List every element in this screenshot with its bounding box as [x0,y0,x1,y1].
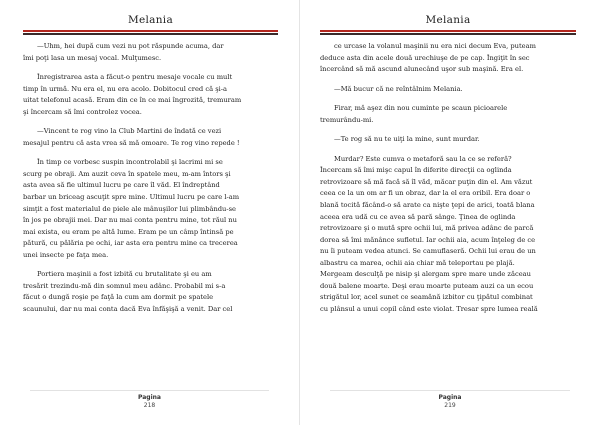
text-line: dorea să îmi mănânce sufletul. Iar ochii aia, acum înţeleg de ce [320,235,536,244]
text-line: tresărit trezindu-mă din somnul meu adânc. Probabil mi s-a [23,281,226,290]
text-line: mai exista, eu eram pe altă lume. Eram pe un câmp întinsă pe [23,227,234,236]
header-rule-dark [320,33,576,35]
text-line: pătură, cu pălăria pe ochi, iar asta era pentru mine ca trecerea [23,239,238,248]
text-line: unei insecte pe faţa mea. [23,250,109,259]
text-line: Mergeam desculţă pe nisip şi alergam spre mare unde zăceau [320,270,531,279]
paragraph [320,134,576,146]
paragraph [23,72,278,118]
paragraph [23,157,278,261]
text-line: scurg pe obraji. Am auzit ceva în spatele meu, m-am întors şi [23,169,231,178]
text-line: cu plânsul a unui copil când este violat. Tresar spre lumea reală [320,304,538,313]
page-footer [300,390,600,410]
text-line: timp în urmă. Nu era el, nu era acolo. Dobitocul cred că şi-a [23,84,228,93]
footer-label: Pagina [138,394,161,401]
header-rule-dark [23,33,278,35]
text-line: deduce asta din acele două urechiuşe de pe cap. Îngiţit în sec [320,53,530,62]
text-line: făcut o dungă roşie pe faţă la cum am dormit pe spatele [23,293,214,302]
text-line: Înregistrarea asta a făcut-o pentru mesaje vocale cu mult [37,73,233,82]
text-line: —Vincent te rog vino la Club Martini de îndată ce vezi [37,127,222,136]
paragraph [320,41,576,76]
page-header-title: Melania [127,14,174,26]
text-line: uitat telefonul acasă. Eram din ce în ce mai îngrozită, tremuram [23,96,242,105]
page-header-title: Melania [425,14,471,26]
text-line: ce urcase la volanul maşinii nu era nici decum Eva, puteam [334,42,536,50]
text-line: nu îi puteam vedea atunci. Se camuflaseră. Ochii lui erau de un [320,247,536,256]
page-footer [0,390,299,410]
text-line: blană tocită făcând-o să arate ca nişte ţepi de arici, toată blana [320,201,535,210]
header-rule [23,30,278,35]
footer-rule [30,390,269,391]
paragraph-gap [320,95,576,103]
text-line: aceea era udă cu ce avea să pară sânge. Ţinea de oglinda [320,212,516,221]
header-rule-red [23,30,278,32]
page-body [320,41,576,315]
header-rule-red [320,30,576,32]
paragraph [23,41,278,64]
right-page [300,0,600,425]
text-line: îmi poţi lasa un mesaj vocal. Mulţumesc. [23,53,162,62]
text-line: —Te rog să nu te uiţi la mine, sunt murdar. [334,135,480,144]
page-number: 219 [444,402,456,409]
text-line: tremurându-mi. [320,115,374,124]
paragraph [23,269,278,315]
text-line: Portiera maşinii a fost izbită cu brutalitate şi eu am [37,270,212,279]
text-line: Murdar? Este cumva o metaforă sau la ce se referă? [334,154,512,163]
text-line: albastru ca marea, ochii aia chiar mă teleportau pe plajă. [320,258,515,267]
paragraph-gap [320,76,576,84]
text-line: retrovizoare să mă facă să îl văd, măcar puţin din el. Am văzut [320,177,533,186]
text-line: asta avea să fie ultimul lucru pe care îl văd. El îndreptând [23,181,220,190]
text-line: ceea ce la un om ar fi un obraz, dar la el era oribil. Era doar o [320,189,531,198]
text-line: în jos pe obrajii mei. Dar nu mai conta pentru mine, tot răul nu [23,216,237,225]
header-rule [320,30,576,35]
paragraph-gap [23,149,278,157]
paragraph [320,154,576,316]
paragraph [320,84,576,96]
text-line: Încercam să îmi mişc capul în diferite direcţii ca oglinda [320,166,512,175]
text-line: şi încercam să îmi controlez vocea. [23,107,142,116]
text-line: strigătul lor, acel sunet ce seamănă izbitor cu ţipătul combinat [320,293,533,302]
page-number: 218 [143,402,156,409]
text-line: scaunului, dar nu mai conta dacă Eva înfăşişă a venit. Dar cel [23,304,233,313]
paragraph-gap [23,118,278,126]
text-line: barbar un briceag ascuţit spre mine. Ultimul lucru pe care l-am [23,193,240,202]
paragraph [23,126,278,149]
text-line: retrovizoare şi o mută spre ochii lui, mă privea adânc de parcă [320,224,534,233]
text-line: simţit a fost materialul de piele ale mânuşilor lui plimbându-se [23,204,237,213]
page-body [23,41,278,315]
text-line: două balene moarte. Deşi erau moarte puteam auzi ca un ecou [320,281,534,290]
text-line: încercând să mă ascund alunecând uşor sub maşină. Era el. [320,65,524,74]
paragraph [320,103,576,126]
footer-rule [330,390,570,391]
text-line: —Uhm, hei după cum vezi nu pot răspunde acuma, dar [37,42,224,50]
text-line: mesajul pentru că asta vrea să mă omoare. Te rog vino repede ! [23,138,240,147]
footer-label: Pagina [438,394,462,401]
text-line: În timp ce vorbesc suspin incontrolabil şi lacrimi mi se [37,158,223,167]
text-line: —Mă bucur că ne reîntâlnim Melania. [334,84,463,93]
text-line: Firar, mă aşez din nou cuminte pe scaun picioarele [334,104,508,113]
paragraph-gap [23,64,278,72]
paragraph-gap [23,261,278,269]
paragraph-gap [320,126,576,134]
paragraph-gap [320,146,576,154]
